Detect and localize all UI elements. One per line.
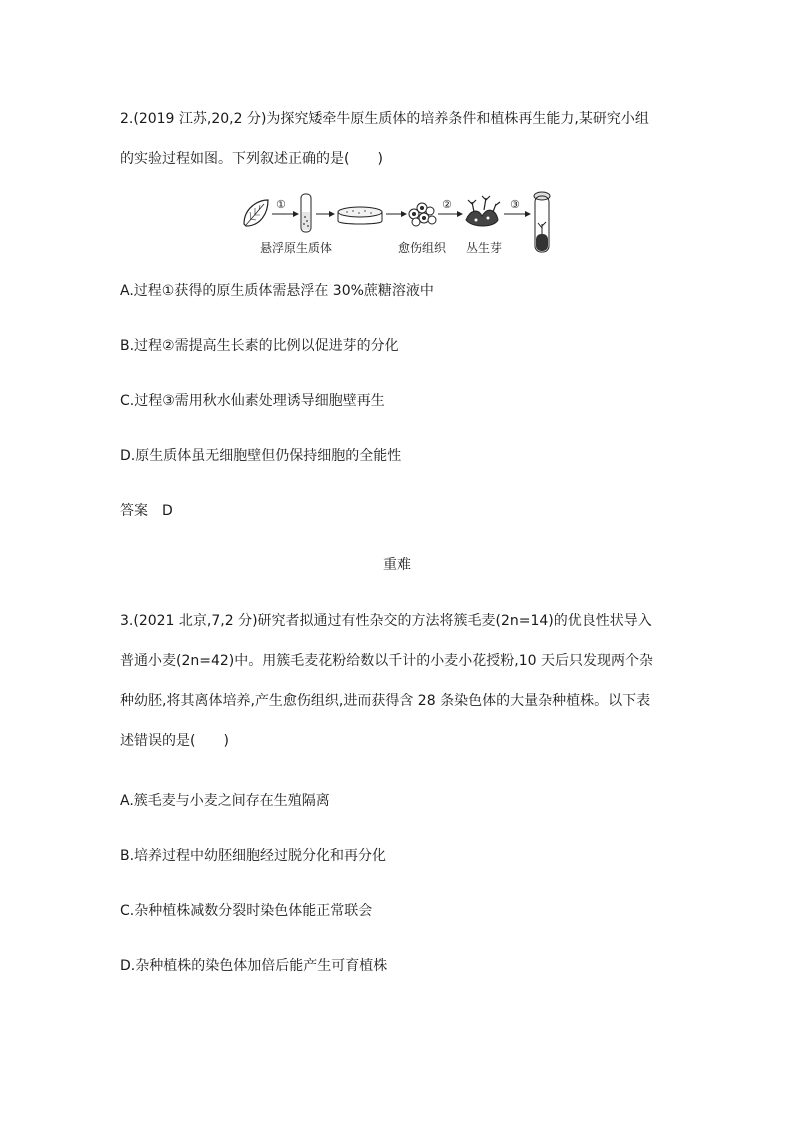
petri-dish-icon (338, 207, 382, 224)
label-shoots: 丛生芽 (466, 241, 503, 255)
q3-option-c: C.杂种植株减数分裂时染色体能正常联会 (120, 903, 373, 919)
q3-option-b: B.培养过程中幼胚细胞经过脱分化和再分化 (120, 848, 387, 864)
callus-icon (409, 203, 436, 226)
label-callus: 愈伤组织 (398, 241, 447, 255)
q2-stem-line-1: 2.(2019 江苏,20,2 分)为探究矮牵牛原生质体的培养条件和植株再生能力,某研究小组 (120, 111, 649, 127)
q2-answer (120, 502, 173, 520)
q2-option-b: B.过程②需提高生长素的比例以促进芽的分化 (120, 338, 399, 354)
step-3-marker: ③ (510, 198, 520, 211)
q2-option-a: A.过程①获得的原生质体需悬浮在 30%蔗糖溶液中 (120, 283, 434, 299)
culture-tube-icon (534, 192, 550, 252)
q3-stem-line-1: 3.(2021 北京,7,2 分)研究者拟通过有性杂交的方法将簇毛麦(2n=14)的优良性状导入 (120, 613, 652, 629)
q3-option-a: A.簇毛麦与小麦之间存在生殖隔离 (120, 793, 330, 809)
section-title: 重难 (383, 557, 411, 573)
answer-value: D (162, 503, 173, 519)
answer-label: 答案 (120, 503, 148, 519)
step-1-marker: ① (276, 198, 286, 211)
label-suspension-protoplast: 悬浮原生质体 (260, 241, 333, 255)
q2-option-d: D.原生质体虽无细胞壁但仍保持细胞的全能性 (120, 448, 402, 464)
q3-stem-line-2: 普通小麦(2n=42)中。用簇毛麦花粉给数以千计的小麦小花授粉,10 天后只发现两个杂 (120, 653, 653, 669)
q2-option-c: C.过程③需用秋水仙素处理诱导细胞壁再生 (120, 393, 385, 409)
experiment-process-figure (238, 190, 556, 260)
q3-stem-line-4: 述错误的是( ) (120, 733, 229, 749)
q3-option-d: D.杂种植株的染色体加倍后能产生可育植株 (120, 958, 388, 974)
process-diagram (238, 190, 556, 260)
shoots-icon (466, 196, 500, 226)
q3-stem-line-3: 种幼胚,将其离体培养,产生愈伤组织,进而获得含 28 条染色体的大量杂种植株。以下表 (120, 693, 651, 709)
leaf-icon (244, 200, 268, 226)
test-tube-icon (301, 194, 311, 232)
step-2-marker: ② (442, 198, 452, 211)
q2-stem-line-2: 的实验过程如图。下列叙述正确的是( ) (120, 151, 383, 167)
